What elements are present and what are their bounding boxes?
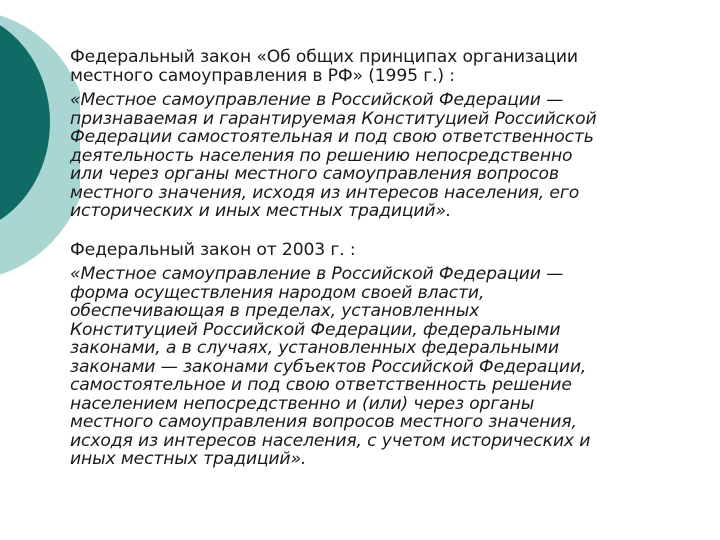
quote-line: деятельность населения по решению непосредственно [70,145,573,166]
quote-line: законами, а в случаях, установленных федеральными [70,338,559,358]
quote-line: Конституцией Российской Федерации, федеральными [70,319,561,340]
quote-line: законами — законами субъектов Российской Федерации, [70,356,587,377]
law-2003-heading [70,241,710,260]
quote-line: «Местное самоуправление в Российской Федерации — [70,264,564,284]
quote-line: населением непосредственно и (или) через органы [70,393,535,414]
quote-line: иных местных традиций». [70,449,307,469]
heading-line: Федеральный закон «Об общих принципах организации [70,47,578,67]
quote-line: исходя из интересов населения, с учетом исторических и [70,430,591,451]
law-2003-block [70,241,710,469]
law-2003-definition [70,265,710,469]
quote-line: исторических и иных местных традиций». [70,201,452,221]
quote-line: признаваемая и гарантируемая Конституцией Российской [70,108,597,129]
slide-content [70,48,710,469]
law-1995-definition [70,91,710,221]
heading-line: Федеральный закон от 2003 г. : [70,239,356,260]
quote-line: самостоятельное и под свою ответственность решение [70,375,572,395]
quote-line: обеспечивающая в пределах, установленных [70,301,480,321]
decorative-circles [0,0,80,300]
quote-line: местного самоуправления вопросов местного значения, [70,412,577,432]
quote-line: или через органы местного самоуправления вопросов [70,164,559,184]
quote-line: Федерации самостоятельная и под свою ответственность [70,127,594,147]
quote-line: «Местное самоуправление в Российской Федерации — [70,90,564,110]
quote-line: местного значения, исходя из интересов населения, его [70,182,580,203]
quote-line: форма осуществления народом своей власти, [70,282,485,303]
law-1995-block [70,48,710,221]
law-1995-heading [70,48,710,85]
heading-line: местного самоуправления в РФ» (1995 г.) : [70,65,455,86]
